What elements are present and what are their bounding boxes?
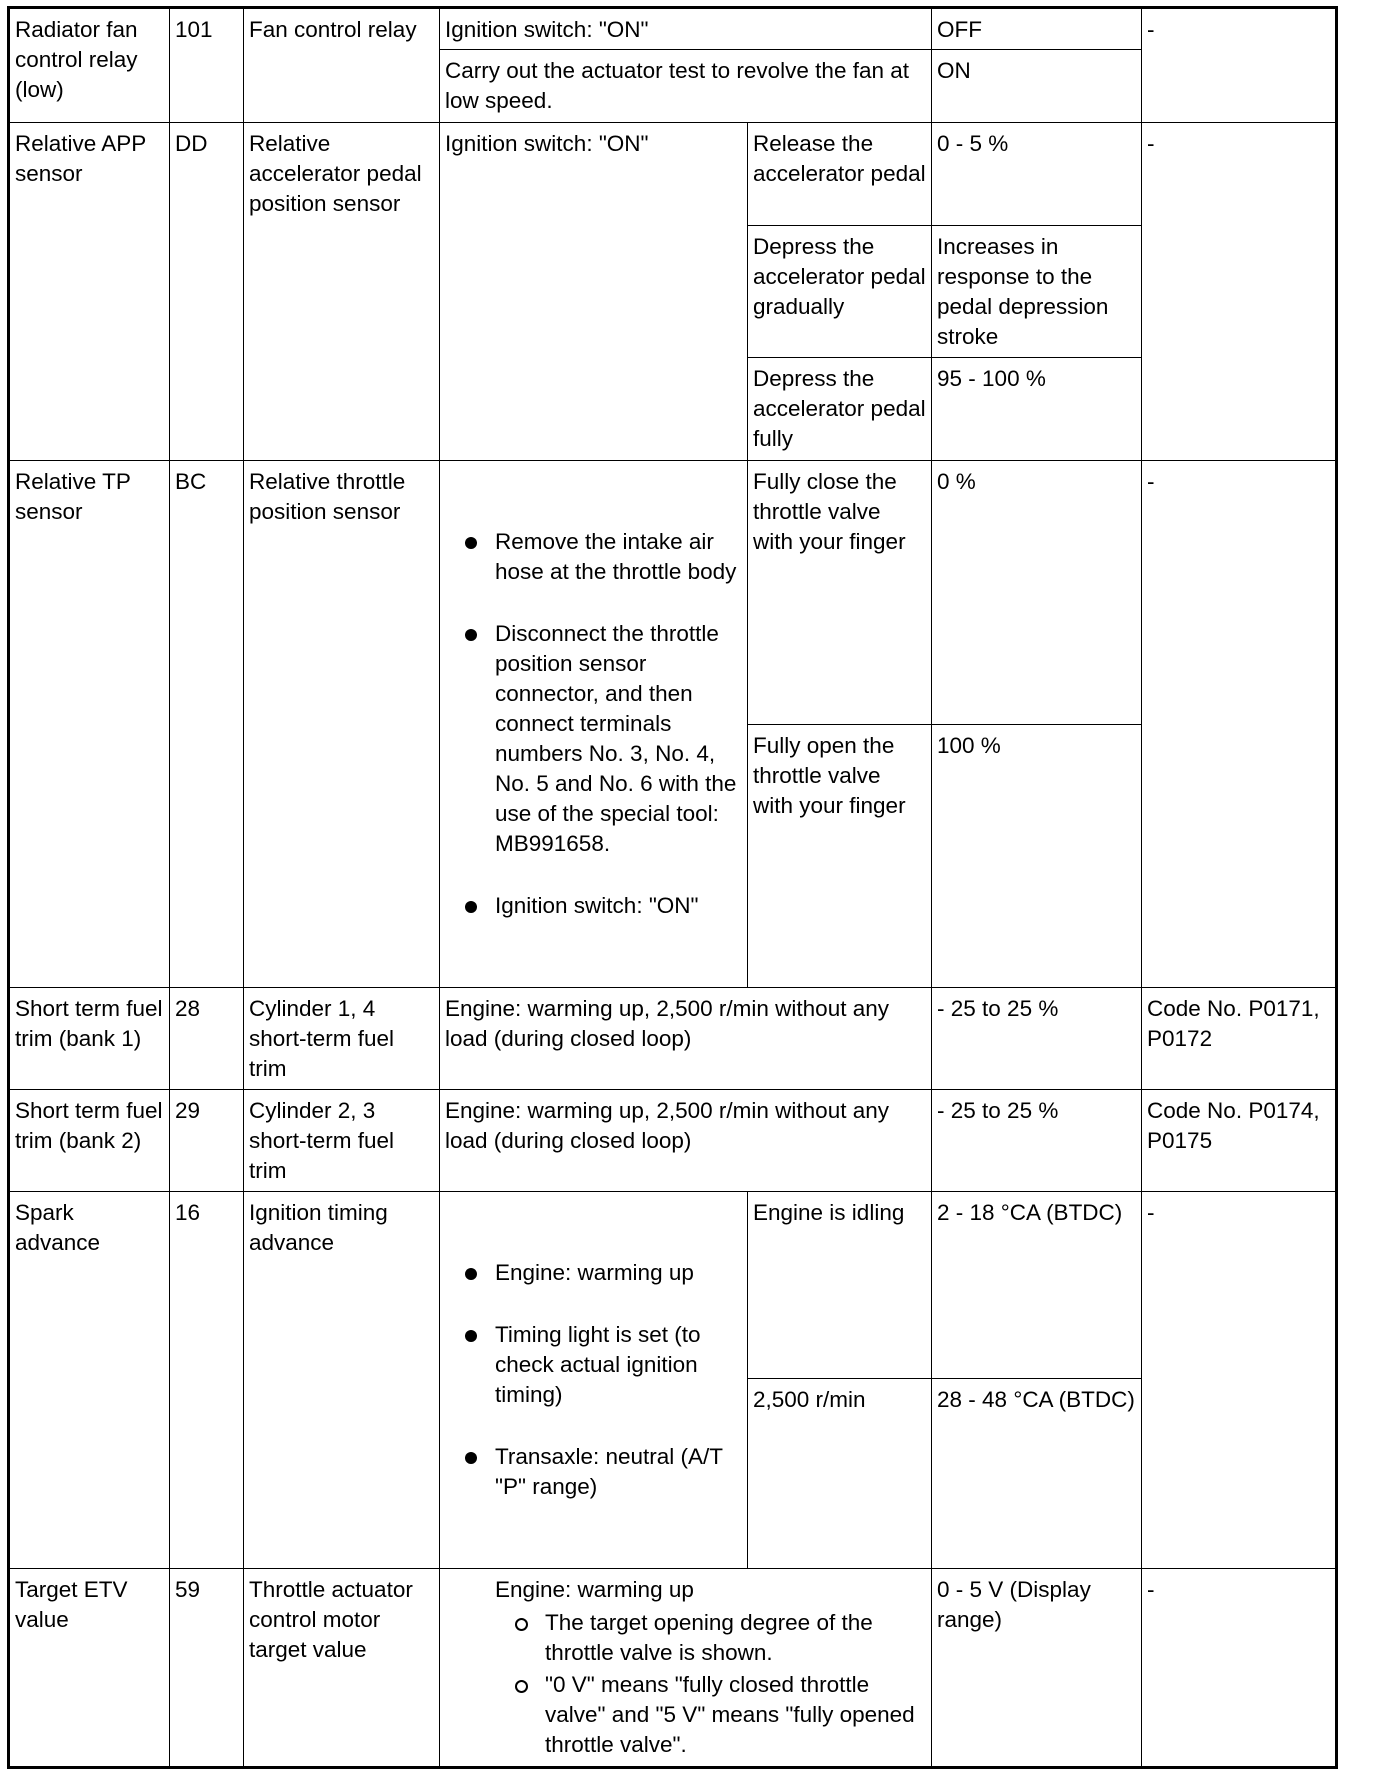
normal-value-cell: Increases in response to the pedal depression stroke [932,226,1142,358]
normal-value-cell: 0 - 5 % [932,123,1142,226]
table-row [9,1569,1337,1768]
condition-heading: Engine: warming up [495,1577,694,1602]
bullet-icon [465,1452,477,1464]
condition-cell: Engine: warming up, 2,500 r/min without any load (during closed loop) [440,1090,932,1192]
normal-value-cell: 2 - 18 °CA (BTDC) [932,1192,1142,1379]
list-item [445,619,742,859]
sub-condition-cell: Depress the accelerator pedal fully [748,358,932,461]
normal-value-cell: - 25 to 25 % [932,1090,1142,1192]
bullet-text: Engine: warming up [495,1260,694,1285]
bullet-icon [465,537,477,549]
reference-cell: - [1142,461,1337,988]
table-row [9,988,1337,1090]
table-row [9,1090,1337,1192]
normal-value-cell: 28 - 48 °CA (BTDC) [932,1378,1142,1568]
item-cell: Short term fuel trim (bank 2) [9,1090,170,1192]
bullet-text: Disconnect the throttle position sensor connector, and then connect terminals numbers No. 3, No. 4, No. 5 and No. 6 with the use of the special tool: MB991658. [495,621,737,856]
note-list [445,1608,926,1760]
inspection-item-cell: Cylinder 2, 3 short-term fuel trim [244,1090,440,1192]
normal-value-cell: - 25 to 25 % [932,988,1142,1090]
list-item [445,1258,742,1288]
condition-bullet-list [445,497,742,953]
item-cell: Relative APP sensor [9,123,170,461]
inspection-item-cell: Throttle actuator control motor target value [244,1569,440,1768]
inspection-item-cell: Relative throttle position sensor [244,461,440,988]
sub-condition-cell: 2,500 r/min [748,1378,932,1568]
bullet-icon [465,629,477,641]
bullet-icon [465,1268,477,1280]
sub-condition-cell: Engine is idling [748,1192,932,1379]
bullet-icon [465,901,477,913]
bullet-text: Ignition switch: "ON" [495,893,699,918]
sub-condition-cell: Depress the accelerator pedal gradually [748,226,932,358]
reference-cell: Code No. P0174, P0175 [1142,1090,1337,1192]
service-data-table [7,6,1338,1769]
condition-cell: Ignition switch: "ON" [440,8,932,50]
bullet-text: Remove the intake air hose at the throttle body [495,529,737,584]
item-cell: Target ETV value [9,1569,170,1768]
table-row [9,1192,1337,1379]
condition-cell: Ignition switch: "ON" [440,123,748,461]
table-row [9,461,1337,725]
list-item [445,1670,926,1760]
sub-condition-cell: Fully open the throttle valve with your finger [748,724,932,988]
spec-table-wrapper [7,6,1338,1769]
normal-value-cell: OFF [932,8,1142,50]
item-no-cell: 101 [170,8,244,123]
reference-cell: Code No. P0171, P0172 [1142,988,1337,1090]
condition-cell: Engine: warming up, 2,500 r/min without any load (during closed loop) [440,988,932,1090]
bullet-text: Transaxle: neutral (A/T "P" range) [495,1444,723,1499]
condition-cell: Carry out the actuator test to revolve the fan at low speed. [440,50,932,123]
list-item [445,1442,742,1502]
condition-cell [440,461,748,988]
list-item [445,1608,926,1668]
condition-bullet-list [445,1228,742,1534]
condition-cell [440,1192,748,1569]
normal-value-cell: 0 - 5 V (Display range) [932,1569,1142,1768]
normal-value-cell: ON [932,50,1142,123]
item-no-cell: DD [170,123,244,461]
table-row [9,8,1337,50]
condition-cell [440,1569,932,1768]
table-row [9,123,1337,226]
list-item [445,527,742,587]
normal-value-cell: 100 % [932,724,1142,988]
list-item [445,891,742,921]
note-text: "0 V" means "fully closed throttle valve" and "5 V" means "fully opened throttle valve". [545,1672,915,1757]
list-item [445,1320,742,1410]
item-cell: Radiator fan control relay (low) [9,8,170,123]
item-no-cell: 29 [170,1090,244,1192]
sub-condition-cell: Release the accelerator pedal [748,123,932,226]
normal-value-cell: 0 % [932,461,1142,725]
item-cell: Spark advance [9,1192,170,1569]
inspection-item-cell: Cylinder 1, 4 short-term fuel trim [244,988,440,1090]
circle-bullet-icon [515,1618,528,1631]
inspection-item-cell: Ignition timing advance [244,1192,440,1569]
sub-condition-cell: Fully close the throttle valve with your finger [748,461,932,725]
normal-value-cell: 95 - 100 % [932,358,1142,461]
note-text: The target opening degree of the throttle valve is shown. [545,1610,873,1665]
bullet-text: Timing light is set (to check actual ignition timing) [495,1322,701,1407]
reference-cell: - [1142,8,1337,123]
reference-cell: - [1142,1569,1337,1768]
reference-cell: - [1142,1192,1337,1569]
inspection-item-cell: Fan control relay [244,8,440,123]
bullet-icon [465,1330,477,1342]
item-cell: Relative TP sensor [9,461,170,988]
item-no-cell: 28 [170,988,244,1090]
reference-cell: - [1142,123,1337,461]
item-cell: Short term fuel trim (bank 1) [9,988,170,1090]
circle-bullet-icon [515,1680,528,1693]
item-no-cell: BC [170,461,244,988]
inspection-item-cell: Relative accelerator pedal position sensor [244,123,440,461]
item-no-cell: 59 [170,1569,244,1768]
item-no-cell: 16 [170,1192,244,1569]
